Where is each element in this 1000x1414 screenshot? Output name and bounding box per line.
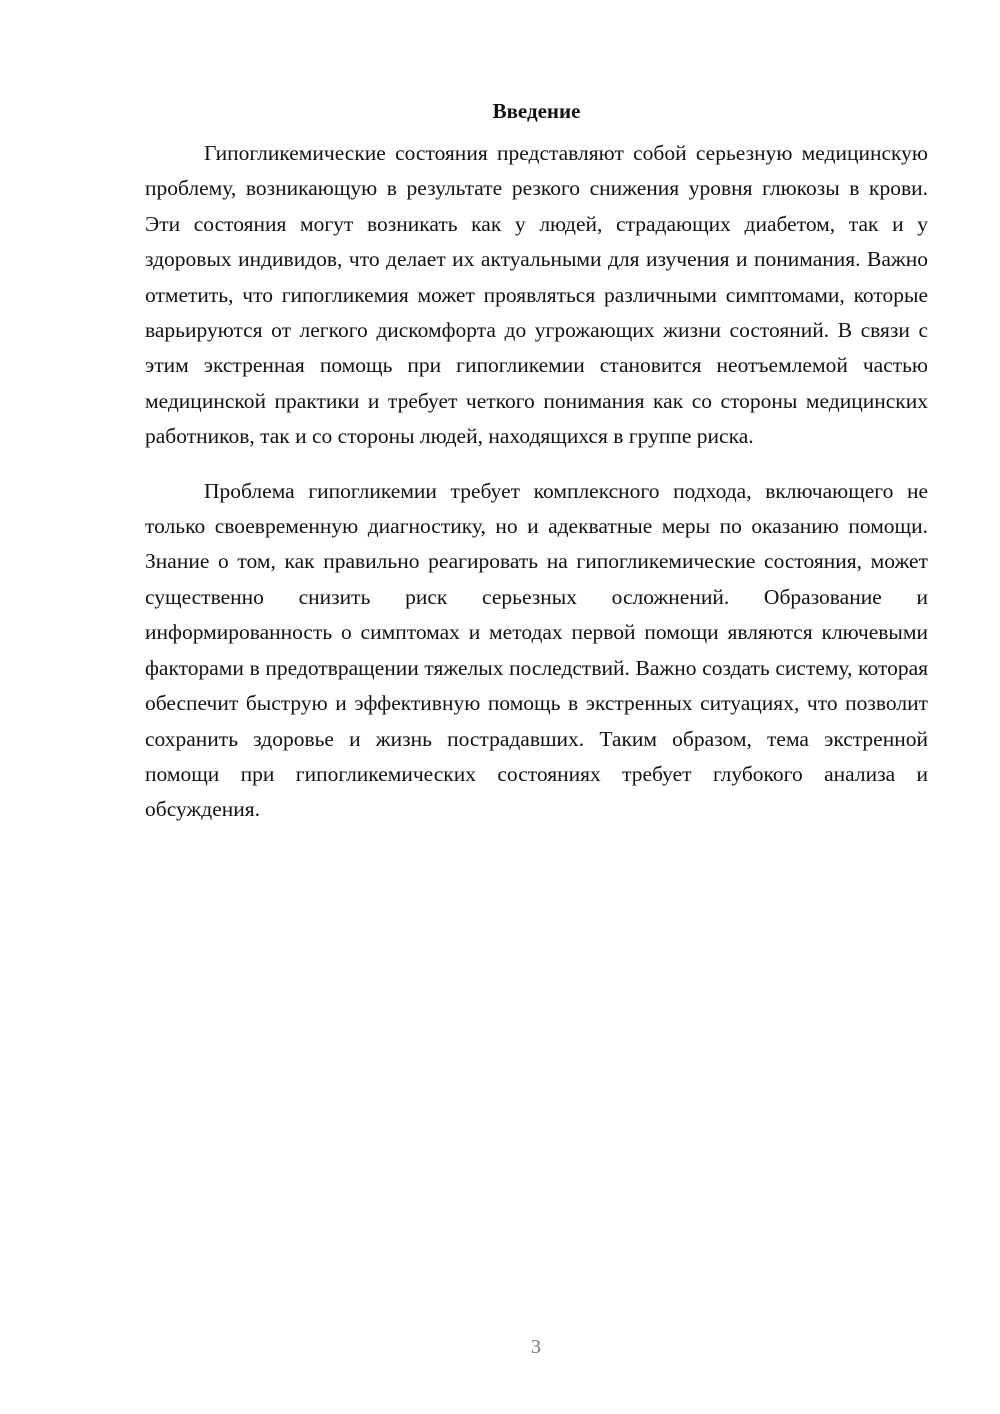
section-heading: Введение (492, 99, 581, 123)
paragraph-1: Гипогликемические состояния представляют собой серьезную медицинскую проблему, возникающую в результате резкого снижения уровня глюкозы в крови. Эти состояния могут возникать как у людей, страдающих диабетом, так и у здоровых индивидов, что делает их актуальными для изучения и понимания. Важно отметить, что гипогликемия может проявляться различными симптомами, которые варьируются от легкого дискомфорта до угрожающих жизни состояний. В связи с этим экстренная помощь при гипогликемии становится неотъемлемой частью медицинской практики и требует четкого понимания как со стороны медицинских работников, так и со стороны людей, находящихся в группе риска. (145, 141, 928, 449)
page-number: 3 (531, 1336, 541, 1358)
paragraph-2: Проблема гипогликемии требует комплексного подхода, включающего не только своевременную диагностику, но и адекватные меры по оказанию помощи. Знание о том, как правильно реагировать на гипогликемические состояния, может существенно снизить риск серьезных осложнений. Образование и информированность о симптомах и методах первой помощи являются ключевыми факторами в предотвращении тяжелых последствий. Важно создать систему, которая обеспечит быструю и эффективную помощь в экстренных ситуациях, что позволит сохранить здоровье и жизнь пострадавших. Таким образом, тема экстренной помощи при гипогликемических состояниях требует глубокого анализа и обсуждения. (145, 478, 928, 822)
page-content (145, 97, 928, 828)
